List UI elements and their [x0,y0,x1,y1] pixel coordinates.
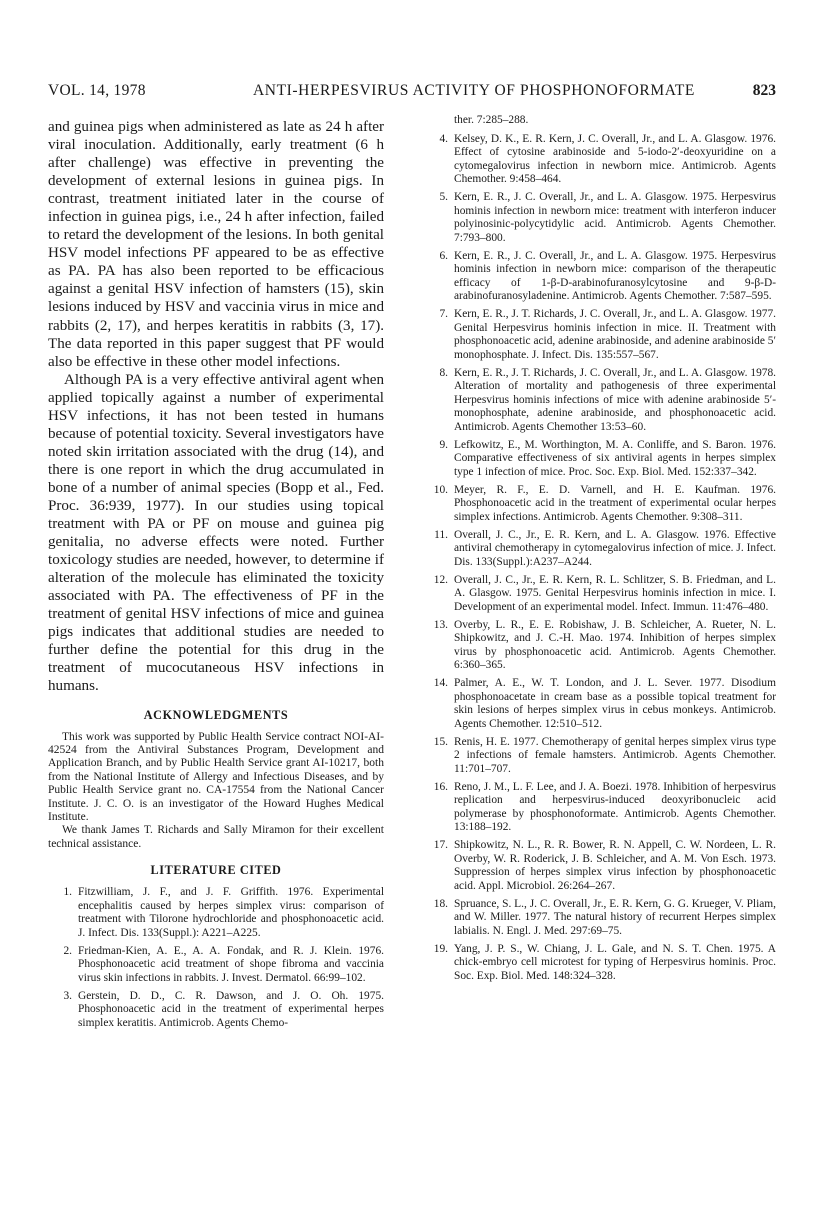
reference-text: Renis, H. E. 1977. Chemotherapy of genital herpes simplex virus type 2 infections of female hamsters. Antimicrob. Agents Chemother. 11:701–707. [454,735,776,775]
reference-number: 18. [433,897,448,910]
reference-list-left [48,886,384,1030]
reference-number: 5. [439,191,448,203]
reference-number: 3. [63,989,72,1002]
reference-text: Yang, J. P. S., W. Chiang, J. L. Gale, and N. S. T. Chen. 1975. A chick-embryo cell microtest for typing of Herpesvirus hominis. Proc. Soc. Exp. Biol. Med. 148:324–328. [454,942,776,982]
right-column [424,114,776,988]
reference-text: Kern, E. R., J. C. Overall, Jr., and L. A. Glasgow. 1975. Herpesvirus hominis infection in newborn mice: treatment with interferon inducer polyinosinic-polycytidylic acid. Antimicrob. Agents Chemother. 7:793–800. [454,191,776,244]
reference-item [424,943,776,984]
reference-number: 4. [439,132,448,145]
reference-item [424,439,776,480]
page-number: 823 [752,82,776,99]
reference-text: Overall, J. C., Jr., E. R. Kern, and L. A. Glasgow. 1976. Effective antiviral chemotherapy in cytomegalovirus infection of mice. J. Infect. Dis. 133(Suppl.):A237–A244. [454,528,776,568]
left-column [48,118,384,1035]
running-header [48,82,776,106]
body-paragraph: Although PA is a very effective antiviral agent when applied topically against a number of experimental HSV infections, it has not been tested in humans because of potential toxicity. Several investigators have noted skin irritation associated with the drug (14), and there is one report in which the drug accumulated in bone of a number of animal species (Bopp et al., Fed. Proc. 36:939, 1977). In our studies using topical treatment with PA or PF on mouse and guinea pig genitalia, no adverse effects were noted. Further toxicology studies are needed, however, to determine if alteration of the molecule has eliminated the toxicity associated with PA. The effectiveness of PF in the treatment of genital HSV infections of mice and guinea pigs indicates that additional studies are needed to further define the potential for this drug in the treatment of mucocutaneous HSV infections in humans. [48,371,384,695]
acknowledgment-paragraph: We thank James T. Richards and Sally Miramon for their excellent technical assistance. [48,824,384,850]
reference-number: 15. [433,735,448,748]
reference-text: Gerstein, D. D., C. R. Dawson, and J. O. Oh. 1975. Phosphonoacetic acid in the treatment of experimental herpes simplex keratitis. Antimicrob. Agents Chemo- [78,989,384,1029]
reference-text: Kern, E. R., J. T. Richards, J. C. Overall, Jr., and L. A. Glasgow. 1977. Genital Herpesvirus hominis infection in mice. II. Treatment with phosphonoacetic acid, adenine arabinoside, and adenine arabinoside 5′ monophosphate. J. Infect. Dis. 135:557–567. [454,308,776,361]
reference-text: Friedman-Kien, A. E., A. A. Fondak, and R. J. Klein. 1976. Phosphonoacetic acid treatment of shope fibroma and vaccinia virus skin infections in rabbits. J. Invest. Dermatol. 66:99–102. [78,944,384,984]
reference-number: 19. [433,942,448,955]
reference-item [424,839,776,893]
reference-text: Fitzwilliam, J. F., and J. F. Griffith. 1976. Experimental encephalitis caused by herpes simplex virus: comparison of treatment with Tilorone hydrochloride and phosphonoacetic acid. J. Infect. Dis. 133(Suppl.): A221–A225. [78,886,384,939]
reference-number: 12. [433,573,448,586]
reference-text: Shipkowitz, N. L., R. R. Bower, R. N. Appell, C. W. Nordeen, L. R. Overby, W. R. Roderick, J. B. Schleicher, and A. M. Von Esch. 1973. Suppression of herpes simplex virus infection by phosphonoacetic acid. Appl. Microbiol. 26:264–267. [454,839,776,892]
reference-number: 11. [434,528,448,541]
reference-item [424,677,776,731]
reference-text: Lefkowitz, E., M. Worthington, M. A. Conliffe, and S. Baron. 1976. Comparative effectiveness of six antiviral agents in herpes simplex type 1 infection of mice. Proc. Soc. Exp. Biol. Med. 152:337–342. [454,438,776,478]
reference-item [424,781,776,835]
reference-text: Palmer, A. E., W. T. London, and J. L. Sever. 1977. Disodium phosphonoacetate in cream base as a possible topical treatment for skin lesions of herpes simplex virus in cebus monkeys. Antimicrob. Agents Chemother. 12:510–512. [454,677,776,730]
reference-item [48,945,384,986]
literature-cited-heading: LITERATURE CITED [150,863,282,878]
reference-item [424,736,776,777]
acknowledgments-heading: ACKNOWLEDGMENTS [143,707,289,722]
reference-number: 17. [433,839,448,851]
reference-item [424,898,776,939]
reference-continuation: ther. 7:285–288. [454,114,529,126]
reference-number: 7. [439,308,448,320]
reference-number: 9. [439,438,448,451]
reference-item [424,574,776,615]
reference-item [424,250,776,304]
reference-number: 10. [433,483,448,496]
running-title: ANTI-HERPESVIRUS ACTIVITY OF PHOSPHONOFORMATE [253,82,695,99]
reference-text: Kelsey, D. K., E. R. Kern, J. C. Overall, Jr., and L. A. Glasgow. 1976. Effect of cytosine arabinoside and 5-iodo-2′-deoxyuridine on a cytomegalovirus infection in newborn mice. Antimicrob. Agents Chemother. 9:458–464. [454,132,776,185]
reference-item [48,886,384,940]
reference-number: 16. [433,780,448,793]
reference-number: 14. [433,677,448,689]
reference-number: 1. [63,886,72,899]
reference-number: 13. [433,618,448,631]
reference-item [424,133,776,187]
reference-text: Spruance, S. L., J. C. Overall, Jr., E. R. Kern, G. G. Krueger, V. Pliam, and W. Miller. 1977. The natural history of recurrent Herpes simplex labialis. N. Engl. J. Med. 297:69–75. [454,897,776,937]
reference-text: Reno, J. M., L. F. Lee, and J. A. Boezi. 1978. Inhibition of herpesvirus replication and herpesvirus-induced deoxyribonucleic acid polymerase by phosphonoformate. Antimicrob. Agents Chemother. 13:188–192. [454,780,776,833]
reference-number: 8. [439,366,448,379]
reference-text: Overby, L. R., E. E. Robishaw, J. B. Schleicher, A. Rueter, N. L. Shipkowitz, and J. C.-H. Mao. 1974. Inhibition of herpes simplex virus by phosphonoacetic acid. Antimicrob. Agents Chemother. 6:360–365. [454,618,776,671]
acknowledgment-paragraph: This work was supported by Public Health Service contract NOI-AI-42524 from the Antiviral Substances Program, Development and Application Branch, and by Public Health Service grant AI-10217, both from the National Institute of Allergy and Infectious Diseases, and by Public Health Service grant no. CA-17554 from the National Cancer Institute. J. C. O. is an investigator of the Howard Hughes Medical Institute. [48,730,384,823]
reference-item [424,367,776,435]
reference-item [424,308,776,362]
reference-number: 6. [439,249,448,262]
reference-item [424,191,776,245]
reference-text: Kern, E. R., J. C. Overall, Jr., and L. A. Glasgow. 1975. Herpesvirus hominis infection in newborn mice: comparison of the therapeutic efficacy of 1-β-D-arabinofuranosylcytosine and 9-β-D-arabinofuranosyladenine. Antimicrob. Agents Chemother. 7:587–595. [454,249,776,302]
reference-text: Kern, E. R., J. T. Richards, J. C. Overall, Jr., and L. A. Glasgow. 1978. Alteration of mortality and pathogenesis of three experimental Herpesvirus hominis infections of mice with adenine arabinoside 5′-monophosphate, adenine arabinoside, and phosphonoacetic acid. Antimicrob. Agents Chemother 13:53–60. [454,366,776,433]
reference-item [424,529,776,570]
body-paragraph: and guinea pigs when administered as late as 24 h after viral inoculation. Additionally, early treatment (6 h after challenge) was effective in preventing the development of external lesions in guinea pigs. In contrast, treatment initiated later in the course of infection in guinea pigs, i.e., 24 h after infection, failed to retard the development of the lesions. In both genital HSV model infections PF appeared to be as effective as PA. PA has also been reported to be efficacious against a genital HSV infection of hamsters (15), skin lesions induced by HSV and vaccinia virus in mice and rabbits (2, 17), and herpes keratitis in rabbits (3, 17). The data reported in this paper suggest that PF would also be effective in these other model infections. [48,119,384,370]
reference-text: Overall, J. C., Jr., E. R. Kern, R. L. Schlitzer, S. B. Friedman, and L. A. Glasgow. 1975. Genital Herpesvirus hominis infection in mice. I. Development of an experimental model. Infect. Immun. 11:476–480. [454,573,776,613]
reference-item [424,484,776,525]
reference-item [424,619,776,673]
reference-number: 2. [63,944,72,957]
reference-text: Meyer, R. F., E. D. Varnell, and H. E. Kaufman. 1976. Phosphonoacetic acid in the treatment of experimental ocular herpes simplex infections. Antimicrob. Agents Chemother. 9:308–311. [454,483,776,523]
volume-label: VOL. 14, 1978 [48,82,146,99]
reference-item [48,990,384,1031]
